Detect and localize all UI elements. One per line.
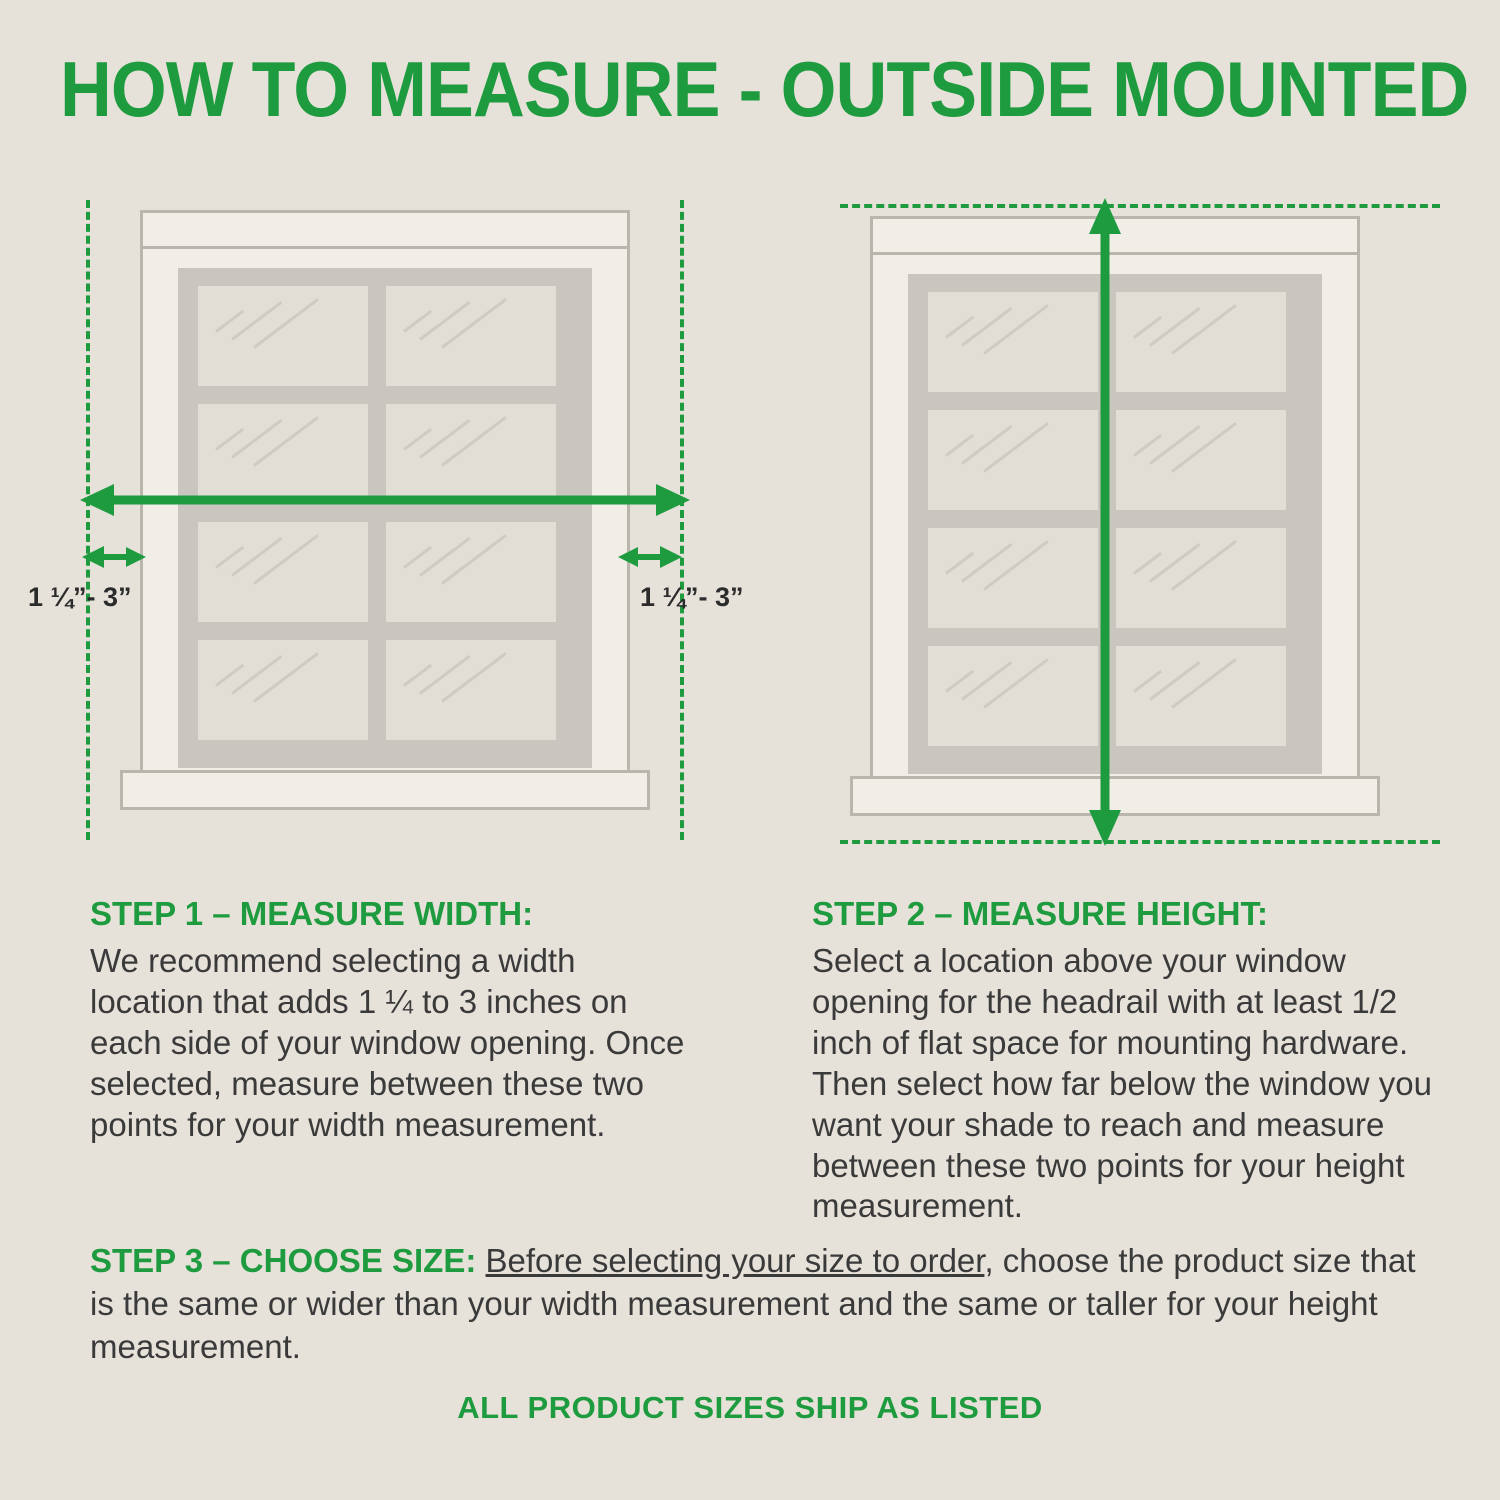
window-pane [1116, 528, 1286, 628]
height-measurement-diagram [790, 190, 1480, 880]
window-pane [198, 286, 368, 386]
window-pane [198, 640, 368, 740]
window-pane [1116, 292, 1286, 392]
step-3-underlined-text: Before selecting your size to order [485, 1242, 985, 1279]
window-pane [928, 528, 1098, 628]
right-margin-label: 1 ¼”- 3” [640, 582, 744, 612]
height-double-arrow [1085, 198, 1125, 846]
window-pane [928, 292, 1098, 392]
window-sill-board [120, 770, 650, 810]
window-pane [928, 646, 1098, 746]
step-2-heading: STEP 2 – MEASURE HEIGHT: [812, 895, 1268, 932]
window-pane [386, 286, 556, 386]
step-1-heading: STEP 1 – MEASURE WIDTH: [90, 895, 534, 932]
right-margin-arrow [618, 542, 682, 572]
width-measurement-diagram [20, 190, 760, 880]
left-margin-label: 1 ¼”- 3” [28, 582, 132, 612]
window-pane [386, 522, 556, 622]
window-pane [386, 640, 556, 740]
window-pane [198, 522, 368, 622]
window-pane [928, 410, 1098, 510]
bottom-guide-dashed-line [840, 840, 1440, 844]
right-guide-dashed-line [680, 200, 684, 840]
top-guide-dashed-line [840, 204, 1440, 208]
step-1-body: We recommend selecting a width location that adds 1 ¼ to 3 inches on each side of your window opening. Once selected, measure between these two points for your width measurement. [90, 942, 685, 1143]
left-margin-arrow [82, 542, 146, 572]
window-pane [1116, 410, 1286, 510]
window-pane [1116, 646, 1286, 746]
step-3-rest-text: , choose the product size that is the same or wider than your width measurement and the same or taller for your height measurement. [90, 1242, 1416, 1365]
footer-note: ALL PRODUCT SIZES SHIP AS LISTED [457, 1390, 1043, 1425]
left-guide-dashed-line [86, 200, 90, 840]
step-3-paragraph [90, 1240, 1420, 1369]
page-title: HOW TO MEASURE - OUTSIDE MOUNTED [60, 45, 1469, 133]
step-2-column [812, 895, 1452, 1227]
step-1-column [90, 895, 690, 1146]
step-2-body: Select a location above your window opening for the headrail with at least 1/2 inch of flat space for mounting hardware. Then select how far below the window you want your shade to reach and measure between these two points for your height measurement. [812, 942, 1433, 1225]
width-double-arrow [80, 480, 690, 520]
step-3-heading: STEP 3 – CHOOSE SIZE: [90, 1242, 477, 1279]
diagram-area [0, 190, 1500, 880]
